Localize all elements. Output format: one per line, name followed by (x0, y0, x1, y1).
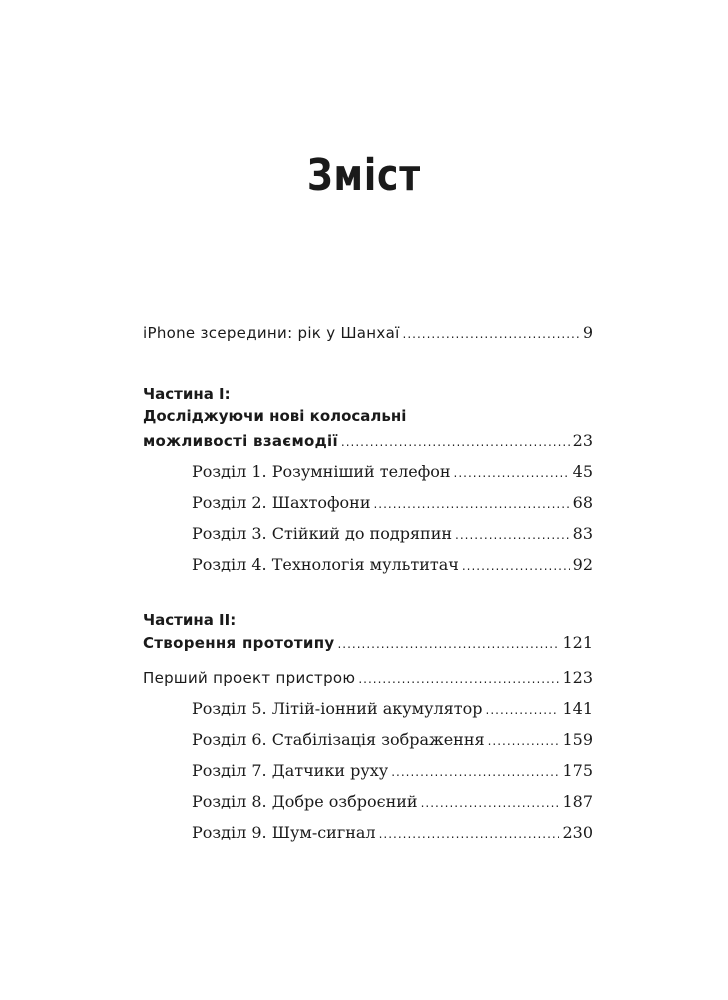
toc-entry-chapter-2[interactable] (192, 492, 593, 515)
dot-leader (462, 555, 570, 577)
dot-leader (455, 524, 570, 546)
dot-leader (421, 792, 560, 814)
toc-entry-page: 83 (572, 524, 593, 543)
dot-leader (454, 462, 570, 484)
toc-entry-page: 159 (562, 730, 593, 749)
dot-leader (341, 431, 570, 453)
toc-entry-label: Розділ 6. Стабілізація зображення (192, 730, 485, 749)
toc-entry-label: Розділ 7. Датчики руху (192, 761, 389, 780)
toc-entry-label: Створення прототипу (143, 634, 335, 652)
dot-leader (391, 761, 559, 783)
toc-entry-page: 187 (562, 792, 593, 811)
part-1-title-line1: Досліджуючи нові колосальні (143, 407, 407, 425)
toc-entry-label: Розділ 2. Шахтофони (192, 493, 371, 512)
toc-entry-page: 121 (562, 633, 593, 652)
toc-entry-page: 68 (572, 493, 593, 512)
dot-leader (373, 493, 569, 515)
dot-leader (403, 323, 580, 345)
toc-entry-part-1[interactable] (143, 430, 593, 453)
toc-entry-chapter-5[interactable] (192, 698, 593, 721)
toc-entry-page: 175 (562, 761, 593, 780)
toc-entry-label: Розділ 1. Розумніший телефон (192, 462, 451, 481)
toc-entry-chapter-3[interactable] (192, 523, 593, 546)
toc-entry-page: 23 (572, 431, 593, 450)
toc-entry-page: 9 (582, 323, 593, 342)
toc-entry-intro[interactable] (143, 322, 593, 345)
toc-entry-label: можливості взаємодії (143, 432, 338, 450)
toc-entry-label: Розділ 4. Технологія мультитач (192, 555, 459, 574)
toc-entry-page: 45 (572, 462, 593, 481)
toc-entry-chapter-1[interactable] (192, 461, 593, 484)
toc-entry-page: 123 (562, 668, 593, 687)
toc-entry-page: 141 (562, 699, 593, 718)
toc-entry-chapter-4[interactable] (192, 554, 593, 577)
toc-entry-label: iPhone зсередини: рік у Шанхаї (143, 324, 400, 342)
toc-entry-label: Розділ 9. Шум-сигнал (192, 823, 376, 842)
dot-leader (488, 730, 560, 752)
toc-entry-label: Перший проект пристрою (143, 669, 356, 687)
toc-entry-page: 230 (562, 823, 593, 842)
toc-entry-label: Розділ 8. Добре озброєний (192, 792, 418, 811)
toc-entry-label: Розділ 3. Стійкий до подряпин (192, 524, 453, 543)
toc-entry-chapter-9[interactable] (192, 822, 593, 845)
dot-leader (337, 633, 559, 655)
dot-leader (486, 699, 560, 721)
toc-entry-part-2[interactable] (143, 632, 593, 655)
page-title: Зміст (307, 150, 421, 201)
part-2-heading: Частина II: (143, 611, 237, 629)
dot-leader (358, 668, 559, 690)
dot-leader (379, 823, 560, 845)
toc-entry-chapter-6[interactable] (192, 729, 593, 752)
toc-entry-chapter-8[interactable] (192, 791, 593, 814)
toc-entry-label: Розділ 5. Літій-іонний акумулятор (192, 699, 483, 718)
toc-entry-chapter-7[interactable] (192, 760, 593, 783)
toc-entry-first-project[interactable] (143, 667, 593, 690)
toc-entry-page: 92 (572, 555, 593, 574)
part-1-heading: Частина I: (143, 385, 231, 403)
